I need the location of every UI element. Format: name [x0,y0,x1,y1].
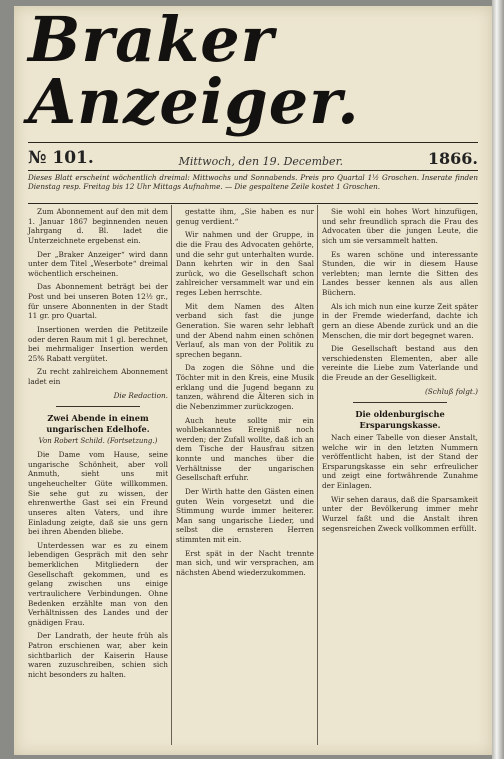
redaction-signature: Die Redaction. [113,390,168,400]
story-paragraph: Es waren schöne und interessante Stunden, die wir in diesem Hause verlebten; man lernte die Sitten des Landes besser kennen als aus allen Büchern. [322,249,478,297]
story-paragraph: Auch heute sollte mir ein wohlbekanntes Ereigniß noch werden; der Zufall wollte, daß ich an dem Tische der Hausfrau sitzen konnte und manches über die Verhältnisse der ungarischen Gesellschaft erfuhr. [176,415,314,483]
column-3 [322,207,478,537]
story-paragraph: Unterdessen war es zu einem lebendigen Gespräch mit den sehr bemerklichen Mitgliedern der Gesellschaft gekommen, und es gelang zwischen uns einige vertraulichere Verbindungen. Ohne Bedenken erzählte man von den Verhältnissen des Landes und der gnädigen Frau. [28,540,168,627]
issue-number: № 101. [28,148,94,168]
story-paragraph: Da zogen die Söhne und die Töchter mit in den Kreis, eine Musik erklang und die Jugend begann zu tanzen, während die Älteren sich in die Nebenzimmer zurückzogen. [176,363,314,411]
subscription-paragraph: Zu recht zahlreichem Abonnement ladet ein [28,367,168,386]
story-paragraph: Sie wohl ein hohes Wort hinzufügen, und sehr freundlich sprach die Frau des Advocaten über die jungen Leute, die sich um sie versammelt hatten. [322,207,478,245]
notice-rule [28,203,478,204]
story-paragraph: Die Dame vom Hause, seine ungarische Schönheit, aber voll Anmuth, sieht uns mit ungeheuchelter Güte willkommen. Sie sehe gut zu wissen, der ehrenwerthe Gast sei ein Freund unseres alten Vaters, und ihre Einladung zeigte, daß sie uns gern bei ihren Abenden bliebe. [28,450,168,537]
subscription-paragraph: Der „Braker Anzeiger“ wird dann unter dem Titel „Weserbote“ dreimal wöchentlich erscheinen. [28,249,168,278]
column-divider-2 [317,205,318,745]
subscription-paragraph: Insertionen werden die Petitzeile oder deren Raum mit 1 gl. berechnet, bei mehrmaliger Insertion werden 25% Rabatt vergütet. [28,324,168,363]
issue-rule [28,170,478,171]
story-paragraph: Der Landrath, der heute früh als Patron erschienen war, aber kein sichtbarlich der Kaiserin Hause waren zuzuschreiben, schien sich nicht besonders zu halten. [28,631,168,679]
story-author: Von Robert Schild. (Fortsetzung.) [38,436,158,445]
column-1 [28,207,168,684]
story-title: Zwei Abende in einem ungarischen Edelhofe. [46,413,150,435]
story-paragraph: Erst spät in der Nacht trennte man sich, und wir versprachen, am nächsten Abend wiederzukommen. [176,548,314,577]
article-paragraph: Nach einer Tabelle von dieser Anstalt, welche wir in den letzten Nummern veröffentlicht haben, ist der Stand der Ersparungskasse ein sehr erfreulicher und zeigt eine fortwährende Zunahme der Einlagen. [322,432,478,491]
story-paragraph: Als ich mich nun eine kurze Zeit später in der Fremde wiederfand, dachte ich gern an diese Abende zurück und an die Menschen, die mir dort begegnet waren. [322,301,478,340]
publication-notice: Dieses Blatt erscheint wöchentlich dreimal: Mittwochs und Sonnabends. Preis pro Quartal 1½ Groschen. Inserate finden Dienstag resp. Freitag bis 12 Uhr Mittags Aufnahme. — Die gespaltene Zeile kostet 1 Groschen. [28,173,478,192]
story-paragraph: Wir nahmen und der Gruppe, in die die Frau des Advocaten gehörte, und die sehr gut unterhalten wurde. Dann kehrten wir in den Saal zurück, wo die Gesellschaft schon zahlreicher versammelt war und ein reges Leben herrschte. [176,230,314,297]
article-paragraph: Wir sehen daraus, daß die Sparsamkeit unter der Bevölkerung immer mehr Wurzel faßt und die Anstalt ihren segensreichen Zweck vollkommen erfüllt. [322,494,478,533]
column-divider-1 [171,205,172,745]
issue-date: Mittwoch, den 19. December. [178,155,344,168]
story-paragraph: Die Gesellschaft bestand aus den verschiedensten Elementen, aber alle vereinte die Liebe zum Vaterlande und die Freude an der Geselligkeit. [322,344,478,382]
issue-row [28,146,478,168]
article-title: Die oldenburgische Ersparungskasse. [355,409,445,431]
column-2 [176,207,314,582]
story-paragraph: Der Wirth hatte den Gästen einen guten Wein vorgesetzt und die Stimmung wurde immer heiterer. Man sang ungarische Lieder, und selbst die ernsteren Herren stimmten mit ein. [176,486,314,544]
book-spine [492,0,504,759]
story-paragraph: Mit dem Namen des Alten verband sich fast die junge Generation. Sie waren sehr lebhaft und der Abend nahm einen schönen Verlauf, als man von der Politik zu sprechen begann. [176,301,314,359]
masthead-rule [28,142,478,143]
continuation-note: (Schluß folgt.) [424,386,478,396]
subscription-paragraph: Das Abonnement beträgt bei der Post und bei unseren Boten 12½ gr., für unsere Abonnenten in der Stadt 11 gr. pro Quartal. [28,282,168,321]
section-divider [353,402,447,403]
subscription-paragraph: Zum Abonnement auf den mit dem 1. Januar 1867 beginnenden neuen Jahrgang d. Bl. ladet die Unterzeichnete ergebenst ein. [28,207,168,245]
masthead-title: Braker Anzeiger. [28,6,360,138]
story-paragraph: gestatte ihm, „Sie haben es nur genug verdient.“ [176,207,314,226]
issue-year: 1866. [427,149,478,168]
newspaper-page [14,6,492,755]
section-divider [56,406,140,407]
